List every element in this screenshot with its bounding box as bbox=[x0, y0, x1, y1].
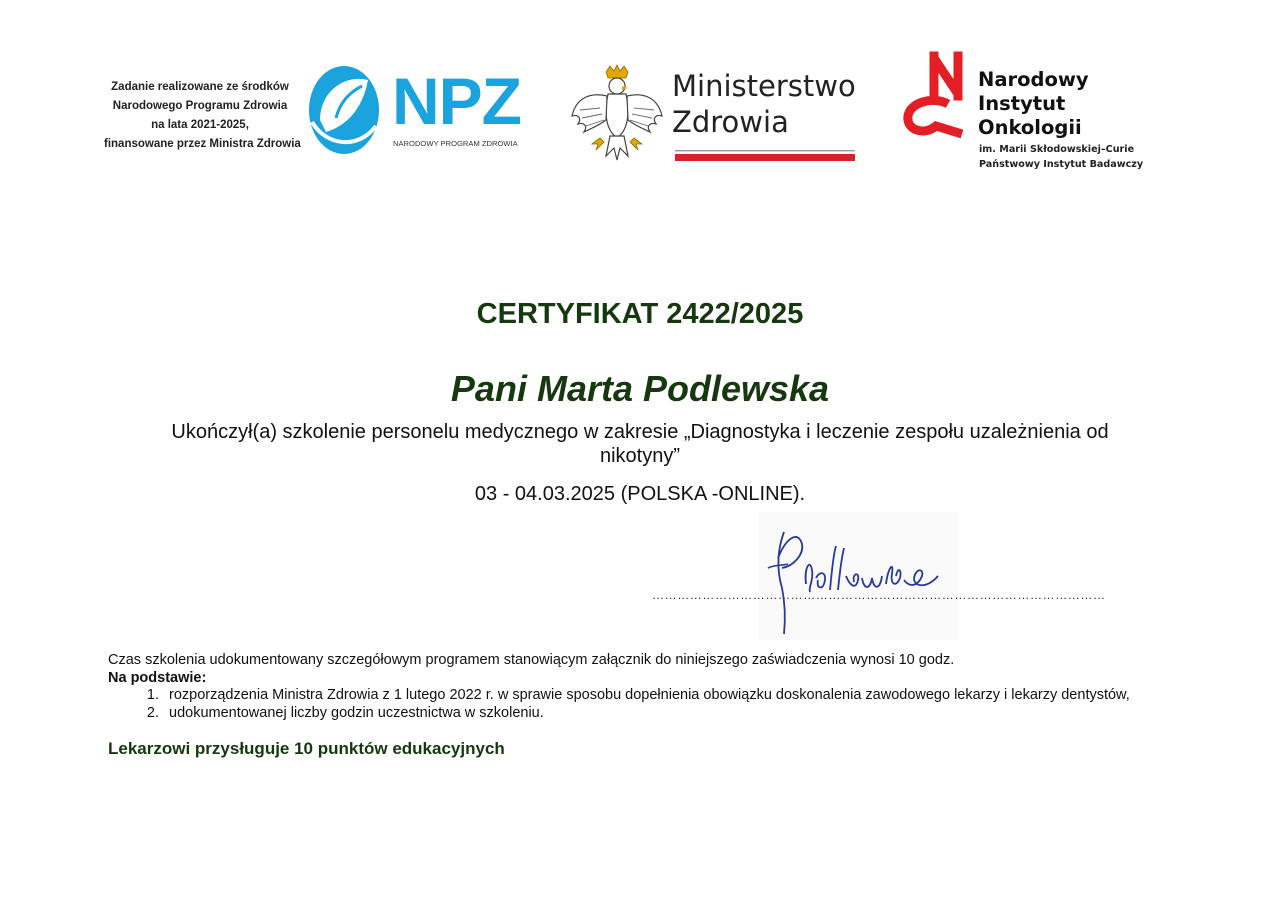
npz-letters: NPZ bbox=[392, 64, 521, 138]
nio-subtitle-line: Państwowy Instytut Badawczy bbox=[979, 159, 1144, 170]
course-description-line: nikotyny” bbox=[599, 445, 681, 467]
duration-note: Czas szkolenia udokumentowany szczegółowym programem stanowiącym załącznik do niniejszego zaświadczenia wynosi 10 godz. bbox=[108, 652, 955, 668]
white-eagle-emblem-icon bbox=[570, 64, 664, 166]
handwritten-signature-icon bbox=[758, 518, 958, 638]
npz-leaf-icon bbox=[306, 62, 382, 158]
nio-subtitle bbox=[979, 142, 1143, 172]
signature-line: ……………………………………………………………………………………………… bbox=[652, 588, 1106, 602]
certificate-title: CERTYFIKAT 2422/2025 bbox=[476, 298, 804, 330]
ministry-name bbox=[672, 68, 856, 140]
footer-notes bbox=[108, 652, 1208, 722]
flag-bar bbox=[675, 150, 855, 164]
signature-area bbox=[650, 512, 1106, 642]
ministry-name-line: Zdrowia bbox=[672, 105, 789, 139]
nio-subtitle-line: im. Marii Skłodowskiej–Curie bbox=[979, 144, 1135, 155]
funding-note-line: Narodowego Programu Zdrowia bbox=[112, 100, 288, 112]
nio-name-line: Instytut bbox=[978, 92, 1066, 115]
funding-note-line: na lata 2021-2025, bbox=[151, 119, 249, 131]
basis-item: 2. udokumentowanej liczby godzin uczestnictwa w szkoleniu. bbox=[163, 705, 1208, 723]
basis-list bbox=[108, 687, 1208, 722]
nio-name bbox=[978, 68, 1089, 140]
nio-logo bbox=[900, 52, 1144, 174]
ministry-logo bbox=[570, 62, 860, 168]
course-description-line: Ukończył(a) szkolenie personelu medycznego w zakresie „Diagnostyka i leczenie zespołu uzależnienia od bbox=[171, 421, 1109, 443]
course-date: 03 - 04.03.2025 (POLSKA -ONLINE). bbox=[474, 483, 806, 505]
nio-name-line: Onkologii bbox=[978, 116, 1082, 139]
funding-note bbox=[104, 78, 301, 154]
ministry-name-line: Ministerstwo bbox=[672, 69, 856, 103]
funding-note-line: Zadanie realizowane ze środków bbox=[111, 81, 289, 93]
nio-name-line: Narodowy bbox=[978, 68, 1089, 91]
npz-logo bbox=[306, 62, 521, 160]
basis-label: Na podstawie: bbox=[108, 669, 207, 686]
funding-note-line: finansowane przez Ministra Zdrowia bbox=[104, 138, 301, 150]
npz-subtitle: NARODOWY PROGRAM ZDROWIA bbox=[393, 139, 518, 148]
education-points: Lekarzowi przysługuje 10 punktów edukacyjnych bbox=[108, 739, 505, 758]
nio-ribbon-icon bbox=[900, 52, 968, 140]
basis-item: 1. rozporządzenia Ministra Zdrowia z 1 lutego 2022 r. w sprawie sposobu dopełnienia obowiązku doskonalenia zawodowego lekarzy i lekarzy dentystów, bbox=[163, 687, 1208, 705]
recipient-name: Pani Marta Podlewska bbox=[450, 368, 830, 409]
course-description bbox=[130, 420, 1150, 468]
